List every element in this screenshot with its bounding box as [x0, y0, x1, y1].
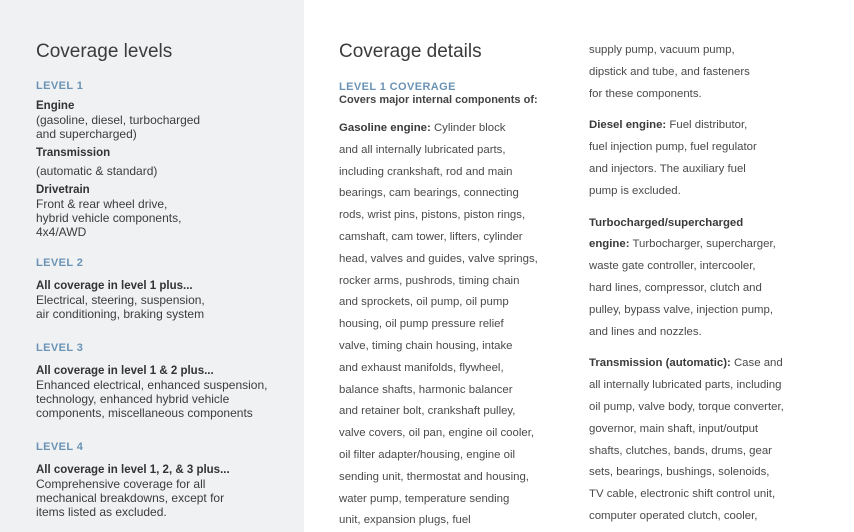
level-4-lead: All coverage in level 1, 2, & 3 plus... [36, 464, 230, 476]
level-3-heading: LEVEL 3 [36, 342, 84, 354]
paragraph-line: rocker arms, pushrods, timing chain [339, 274, 520, 287]
gasoline-engine-paragraph [339, 118, 575, 532]
paragraph-line: pump is excluded. [589, 184, 681, 197]
level-2-heading: LEVEL 2 [36, 257, 84, 269]
coverage-details-column-1 [339, 41, 575, 532]
level-3-desc-line: components, miscellaneous components [36, 406, 253, 420]
paragraph-line: including crankshaft, rod and main [339, 165, 513, 178]
paragraph-line: bearings, cam bearings, connecting [339, 187, 519, 200]
level-2-lead: All coverage in level 1 plus... [36, 280, 193, 292]
paragraph-line: Transmission (automatic): Case and [589, 357, 783, 370]
paragraph-line: balance shafts, harmonic balancer [339, 383, 513, 396]
turbo-engine-label-cont: engine: [589, 238, 630, 251]
turbo-engine-label: Turbocharged/supercharged [589, 216, 744, 229]
level-1-heading: LEVEL 1 [36, 80, 84, 92]
coverage-levels-title: Coverage levels [36, 41, 173, 62]
level-3-lead: All coverage in level 1 & 2 plus... [36, 365, 214, 377]
paragraph-line: waste gate controller, intercooler, [589, 260, 756, 273]
transmission-label: Transmission [36, 147, 111, 159]
level-1-coverage-desc: Covers major internal components of: [339, 94, 538, 106]
level-2-section [36, 256, 296, 321]
paragraph-line: dipstick and tube, and fasteners [589, 65, 750, 78]
paragraph-line: fuel injection pump, fuel regulator [589, 141, 757, 154]
diesel-engine-paragraph [589, 115, 825, 202]
level-3-section [36, 341, 296, 420]
drivetrain-desc-line: hybrid vehicle components, [36, 211, 182, 225]
level-4-desc-line: Comprehensive coverage for all [36, 477, 206, 491]
paragraph-line: and sprockets, oil pump, oil pump [339, 296, 509, 309]
paragraph-line: sets, bearings, bushings, solenoids, [589, 466, 770, 479]
paragraph-line: valve, timing chain housing, intake [339, 339, 513, 352]
engine-desc-line: and supercharged) [36, 127, 137, 141]
turbo-engine-paragraph [589, 213, 825, 344]
transmission-automatic-label: Transmission (automatic): [589, 357, 731, 370]
paragraph-line: and lines and nozzles. [589, 325, 702, 338]
paragraph-line: and retainer bolt, crankshaft pulley, [339, 405, 516, 418]
coverage-levels-panel [0, 0, 304, 532]
paragraph-line: sending unit, thermostat and housing, [339, 470, 529, 483]
paragraph-line: head, valves and guides, valve springs, [339, 252, 538, 265]
paragraph-line: supply pump, vacuum pump, [589, 44, 735, 56]
paragraph-line: unit, expansion plugs, fuel [339, 514, 471, 527]
level-4-section [36, 440, 296, 519]
paragraph-line: camshaft, cam tower, lifters, cylinder [339, 230, 523, 243]
paragraph-line: TV cable, electronic shift control unit, [589, 488, 776, 501]
paragraph-line: valve covers, oil pan, engine oil cooler, [339, 427, 535, 440]
paragraph-line: pulley, bypass valve, injection pump, [589, 303, 774, 316]
transmission-paragraph [589, 353, 825, 527]
engine-desc-line: (gasoline, diesel, turbocharged [36, 113, 201, 127]
paragraph-line: Diesel engine: Fuel distributor, [589, 119, 748, 132]
drivetrain-desc-line: 4x4/AWD [36, 225, 87, 239]
paragraph-line: rods, wrist pins, pistons, piston rings, [339, 209, 526, 222]
paragraph-line: and all internally lubricated parts, [339, 143, 506, 156]
level-2-desc-line: Electrical, steering, suspension, [36, 293, 205, 307]
diesel-engine-label: Diesel engine: [589, 119, 667, 132]
level-1-coverage-heading: LEVEL 1 COVERAGE [339, 81, 456, 93]
gasoline-engine-continued [589, 40, 825, 105]
level-3-desc-line: Enhanced electrical, enhanced suspension, [36, 378, 268, 392]
level-2-desc-line: air conditioning, braking system [36, 307, 205, 321]
level-4-desc-line: mechanical breakdowns, except for [36, 491, 225, 505]
level-1-section [36, 79, 296, 239]
gasoline-engine-label: Gasoline engine: [339, 122, 431, 134]
coverage-details-column-2 [589, 40, 825, 528]
paragraph-line: oil filter adapter/housing, engine oil [339, 448, 516, 461]
level-3-desc-line: technology, enhanced hybrid vehicle [36, 392, 230, 406]
coverage-details-title: Coverage details [339, 41, 482, 62]
level-4-desc-line: items listed as excluded. [36, 505, 167, 519]
engine-label: Engine [36, 100, 75, 112]
paragraph-line: computer operated clutch, cooler, [589, 509, 758, 522]
paragraph-line: hard lines, compressor, clutch and [589, 281, 762, 294]
paragraph-line [589, 213, 825, 235]
paragraph-line: all internally lubricated parts, including [589, 379, 782, 392]
paragraph-line: water pump, temperature sending [339, 492, 510, 505]
drivetrain-desc-line: Front & rear wheel drive, [36, 197, 168, 211]
paragraph-line: for these components. [589, 87, 702, 100]
paragraph-line: oil pump, valve body, torque converter, [589, 400, 784, 413]
paragraph-line: governor, main shaft, input/output [589, 422, 759, 435]
level-4-heading: LEVEL 4 [36, 441, 84, 453]
paragraph-line: housing, oil pump pressure relief [339, 318, 504, 331]
transmission-desc: (automatic & standard) [36, 164, 158, 178]
drivetrain-label: Drivetrain [36, 184, 90, 196]
paragraph-line: engine: Turbocharger, supercharger, [589, 238, 776, 251]
paragraph-line: shafts, clutches, bands, drums, gear [589, 444, 772, 457]
paragraph-line: and exhaust manifolds, flywheel, [339, 361, 504, 374]
paragraph-line: Gasoline engine: Cylinder block [339, 122, 506, 134]
paragraph-line: and injectors. The auxiliary fuel [589, 162, 746, 175]
